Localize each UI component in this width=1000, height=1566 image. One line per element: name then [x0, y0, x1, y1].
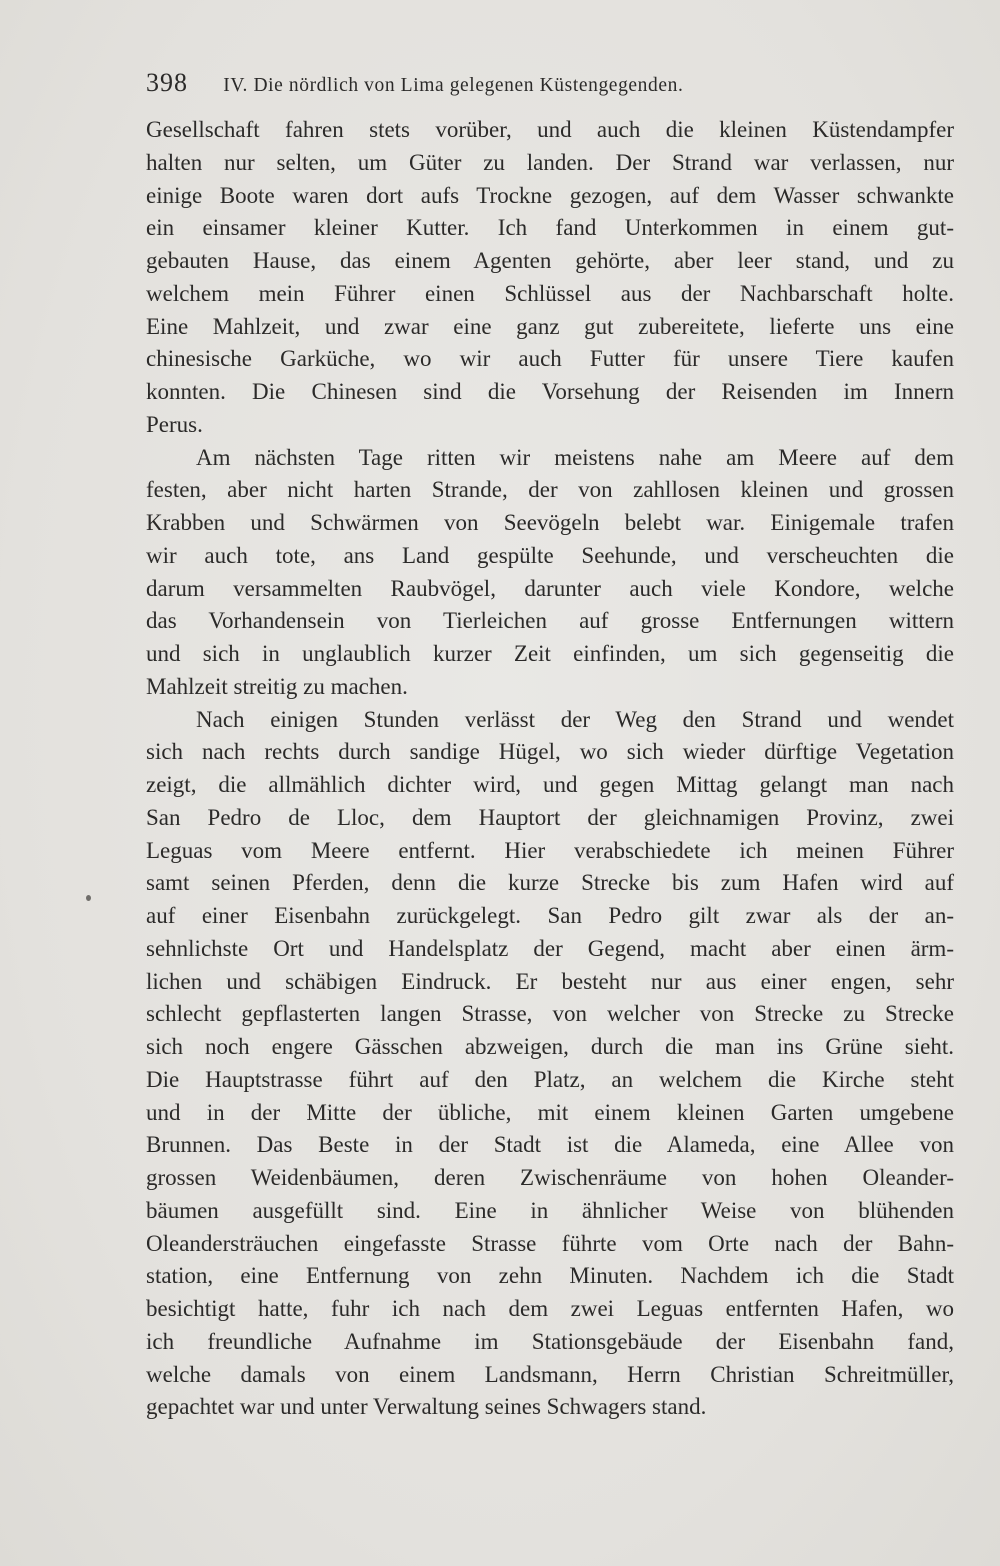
text-line: bäumen ausgefüllt sind. Eine in ähnlicher Weise von blühenden: [146, 1197, 954, 1223]
text-line: sich nach rechts durch sandige Hügel, wo sich wieder dürftige Vegetation: [146, 739, 954, 765]
text-line: Mahlzeit streitig zu machen.: [146, 673, 408, 699]
text-line: besichtigt hatte, fuhr ich nach dem zwei Leguas entfernten Hafen, wo: [146, 1296, 954, 1321]
text-line: ein einsamer kleiner Kutter. Ich fand Unterkommen in einem gut-: [146, 215, 954, 241]
text-line: und sich in unglaublich kurzer Zeit einfinden, um sich gegenseitig die: [146, 641, 954, 666]
text-line: wir auch tote, ans Land gespülte Seehunde, und verscheuchten die: [146, 542, 954, 568]
text-line: das Vorhandensein von Tierleichen auf grosse Entfernungen wittern: [146, 608, 954, 634]
text-line: schlecht gepflasterten langen Strasse, von welcher von Strecke zu Strecke: [146, 1001, 954, 1027]
text-line: sich noch engere Gässchen abzweigen, durch die man ins Grüne sieht.: [146, 1034, 954, 1059]
text-line: Brunnen. Das Beste in der Stadt ist die Alameda, eine Allee von: [146, 1132, 954, 1158]
text-line: Perus.: [146, 411, 203, 437]
text-line: grossen Weidenbäumen, deren Zwischenräume von hohen Oleander-: [146, 1165, 954, 1190]
text-line: zeigt, die allmählich dichter wird, und gegen Mittag gelangt man nach: [146, 772, 954, 797]
paper-speck: [86, 895, 91, 901]
text-line: San Pedro de Lloc, dem Hauptort der gleichnamigen Provinz, zwei: [146, 804, 954, 830]
body-text: [146, 114, 954, 1424]
text-line: Krabben und Schwärmen von Seevögeln belebt war. Einigemale trafen: [146, 510, 954, 535]
text-line: sehnlichste Ort und Handelsplatz der Gegend, macht aber einen ärm-: [146, 935, 954, 961]
text-line: station, eine Entfernung von zehn Minuten. Nachdem ich die Stadt: [146, 1263, 954, 1289]
paragraph: [146, 442, 954, 704]
text-line: auf einer Eisenbahn zurückgelegt. San Pedro gilt zwar als der an-: [146, 903, 954, 928]
text-line: Oleandersträuchen eingefasste Strasse führte vom Orte nach der Bahn-: [146, 1230, 954, 1256]
text-line: konnten. Die Chinesen sind die Vorsehung der Reisenden im Innern: [146, 379, 954, 404]
text-line: Die Hauptstrasse führt auf den Platz, an welchem die Kirche steht: [146, 1066, 954, 1092]
text-line: lichen und schäbigen Eindruck. Er besteht nur aus einer engen, sehr: [146, 968, 954, 994]
chapter-title: IV. Die nördlich von Lima gelegenen Küstengegenden.: [223, 75, 684, 96]
text-line: gebauten Hause, das einem Agenten gehörte, aber leer stand, und zu: [146, 248, 954, 273]
text-line: Leguas vom Meere entfernt. Hier verabschiedete ich meinen Führer: [146, 837, 954, 863]
paragraph: [146, 704, 954, 1425]
text-line: Gesellschaft fahren stets vorüber, und auch die kleinen Küstendampfer: [146, 117, 954, 142]
text-line: gepachtet war und unter Verwaltung seines Schwagers stand.: [146, 1394, 707, 1420]
text-line: welche damals von einem Landsmann, Herrn Christian Schreitmüller,: [146, 1361, 954, 1387]
text-line: ich freundliche Aufnahme im Stationsgebäude der Eisenbahn fand,: [146, 1328, 954, 1354]
text-line: und in der Mitte der übliche, mit einem kleinen Garten umgebene: [146, 1099, 954, 1125]
text-line: halten nur selten, um Güter zu landen. Der Strand war verlassen, nur: [146, 149, 954, 175]
text-line: Am nächsten Tage ritten wir meistens nahe am Meere auf dem: [196, 444, 954, 470]
text-line: Eine Mahlzeit, und zwar eine ganz gut zubereitete, lieferte uns eine: [146, 313, 954, 339]
page-number: 398: [146, 68, 188, 97]
text-line: festen, aber nicht harten Strande, der von zahllosen kleinen und grossen: [146, 477, 954, 503]
text-line: Nach einigen Stunden verlässt der Weg den Strand und wendet: [196, 706, 954, 732]
running-head: [146, 66, 946, 100]
text-line: chinesische Garküche, wo wir auch Futter für unsere Tiere kaufen: [146, 346, 954, 372]
text-line: einige Boote waren dort aufs Trockne gezogen, auf dem Wasser schwankte: [146, 182, 954, 208]
paragraph: [146, 114, 954, 442]
text-line: samt seinen Pferden, denn die kurze Strecke bis zum Hafen wird auf: [146, 870, 954, 896]
text-line: darum versammelten Raubvögel, darunter auch viele Kondore, welche: [146, 575, 954, 601]
text-line: welchem mein Führer einen Schlüssel aus der Nachbarschaft holte.: [146, 280, 954, 306]
